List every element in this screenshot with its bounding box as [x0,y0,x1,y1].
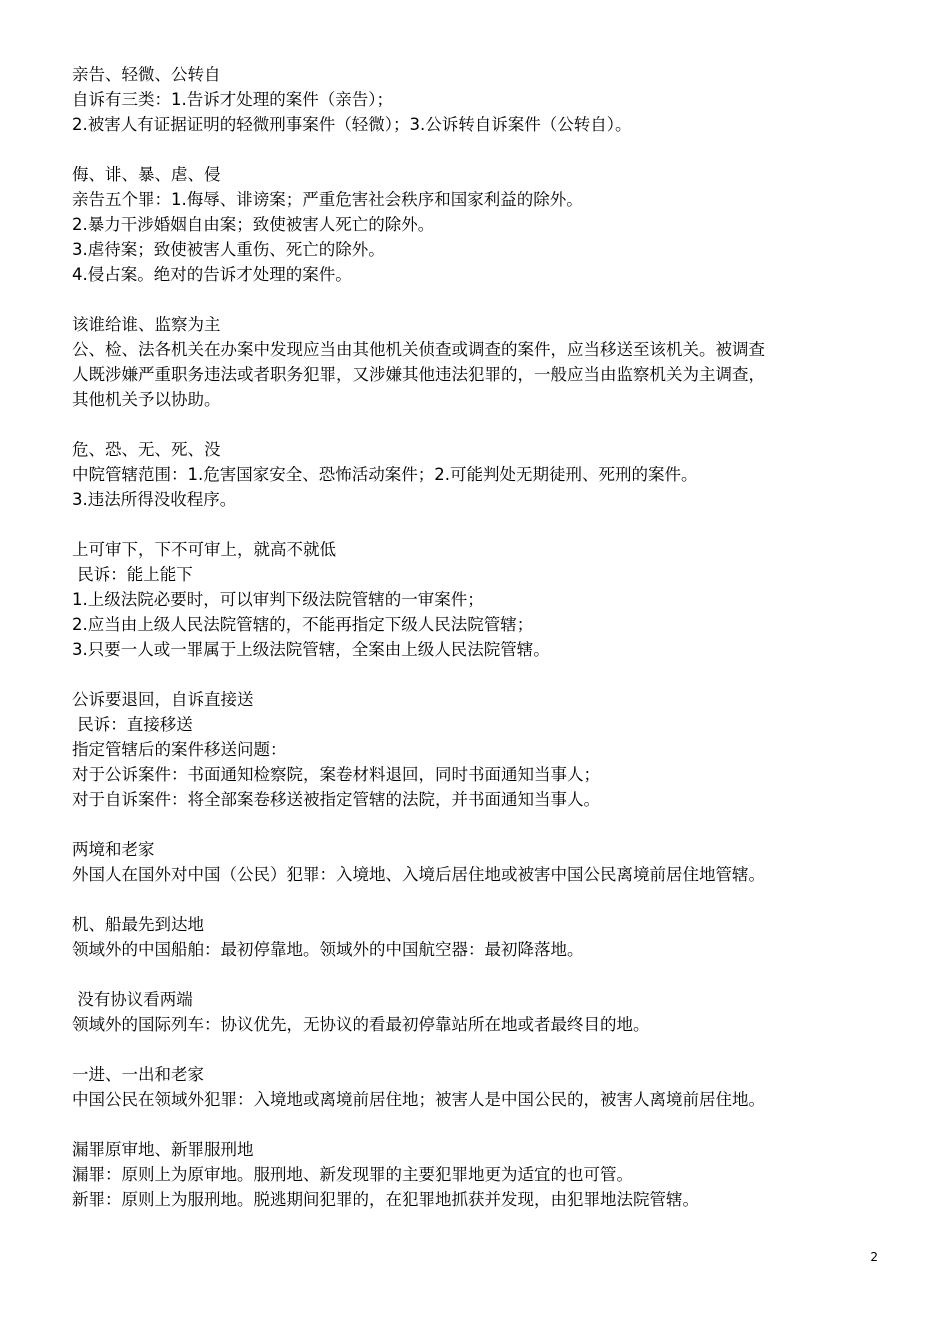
document-page [72,62,884,1237]
section-line: 指定管辖后的案件移送问题： [72,740,287,759]
section-line: 2.应当由上级人民法院管辖的，不能再指定下级人民法院管辖； [72,615,534,634]
section-heading: 没有协议看两端 [72,990,193,1009]
section-4 [72,437,884,512]
section-1 [72,62,884,137]
section-heading: 上可审下，下不可审上，就高不就低 [72,540,336,559]
section-6 [72,687,884,812]
section-line: 3.虐待案；致使被害人重伤、死亡的除外。 [72,240,385,259]
section-line: 领域外的中国船舶：最初停靠地。领域外的中国航空器：最初降落地。 [72,940,584,959]
section-8 [72,912,884,962]
section-7 [72,837,884,887]
section-heading: 亲告、轻微、公转自 [72,65,221,84]
section-5 [72,537,884,662]
section-line: 中院管辖范围：1.危害国家安全、恐怖活动案件；2.可能判处无期徒刑、死刑的案件。 [72,465,698,484]
section-heading: 机、船最先到达地 [72,915,204,934]
section-3 [72,312,884,412]
section-line: 民诉：能上能下 [72,565,193,584]
section-line: 自诉有三类：1.告诉才处理的案件（亲告）； [72,90,393,109]
section-heading: 一进、一出和老家 [72,1065,204,1084]
section-line: 新罪：原则上为服刑地。脱逃期间犯罪的，在犯罪地抓获并发现，由犯罪地法院管辖。 [72,1190,699,1209]
section-line: 其他机关予以协助。 [72,390,221,409]
section-line: 领域外的国际列车：协议优先，无协议的看最初停靠站所在地或者最终目的地。 [72,1015,650,1034]
section-line: 中国公民在领域外犯罪：入境地或离境前居住地；被害人是中国公民的，被害人离境前居住地。 [72,1090,765,1109]
section-11 [72,1137,884,1212]
section-line: 对于公诉案件：书面通知检察院，案卷材料退回，同时书面通知当事人； [72,765,600,784]
section-heading: 危、恐、无、死、没 [72,440,221,459]
section-line: 民诉：直接移送 [72,715,193,734]
section-line: 公、检、法各机关在办案中发现应当由其他机关侦查或调查的案件，应当移送至该机关。被调查 [72,340,765,359]
section-line: 对于自诉案件：将全部案卷移送被指定管辖的法院，并书面通知当事人。 [72,790,600,809]
section-line: 亲告五个罪：1.侮辱、诽谤案；严重危害社会秩序和国家利益的除外。 [72,190,583,209]
section-heading: 两境和老家 [72,840,155,859]
section-9 [72,987,884,1037]
section-line: 外国人在国外对中国（公民）犯罪：入境地、入境后居住地或被害中国公民离境前居住地管辖。 [72,865,765,884]
section-line: 漏罪：原则上为原审地。服刑地、新发现罪的主要犯罪地更为适宜的也可管。 [72,1165,633,1184]
section-line: 3.只要一人或一罪属于上级法院管辖，全案由上级人民法院管辖。 [72,640,550,659]
section-line: 2.被害人有证据证明的轻微刑事案件（轻微）；3.公诉转自诉案件（公转自）。 [72,115,632,134]
section-heading: 公诉要退回，自诉直接送 [72,690,254,709]
section-line: 2.暴力干涉婚姻自由案；致使被害人死亡的除外。 [72,215,435,234]
section-line: 3.违法所得没收程序。 [72,490,237,509]
section-line: 4.侵占案。绝对的告诉才处理的案件。 [72,265,352,284]
section-heading: 漏罪原审地、新罪服刑地 [72,1140,254,1159]
section-line: 1.上级法院必要时，可以审判下级法院管辖的一审案件； [72,590,484,609]
section-line: 人既涉嫌严重职务违法或者职务犯罪，又涉嫌其他违法犯罪的，一般应当由监察机关为主调查， [72,365,765,384]
section-heading: 侮、诽、暴、虐、侵 [72,165,221,184]
section-heading: 该谁给谁、监察为主 [72,315,221,334]
section-2 [72,162,884,287]
page-number: 2 [870,1250,878,1264]
section-10 [72,1062,884,1112]
